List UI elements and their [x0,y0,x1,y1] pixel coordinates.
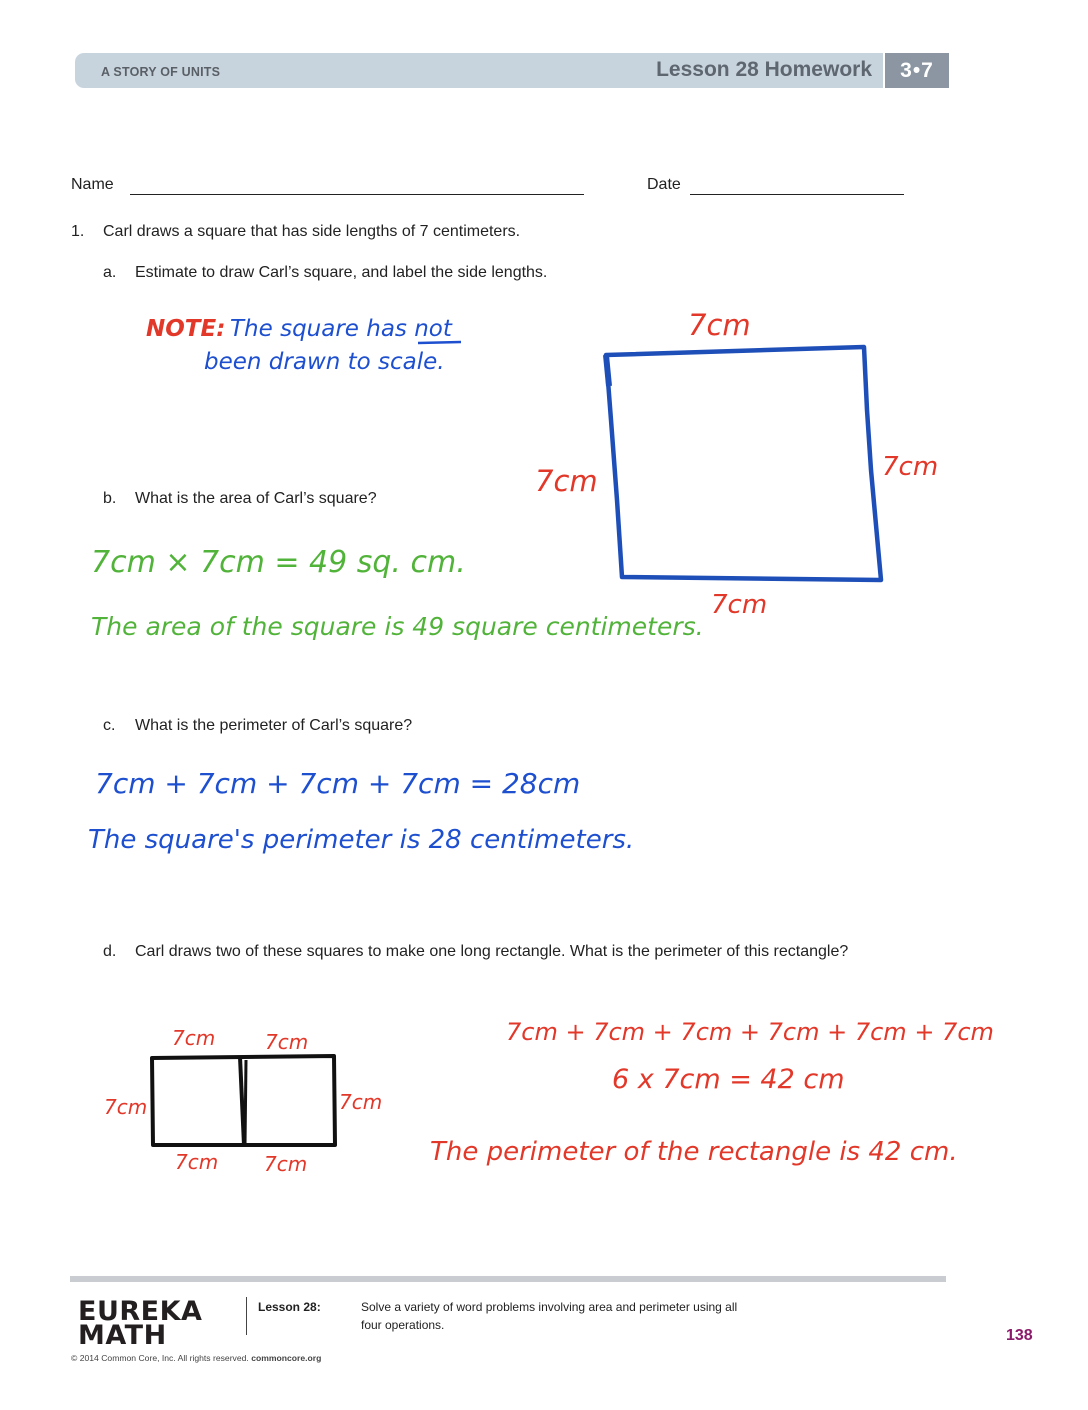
rect-right-label: 7cm [339,1090,383,1114]
footer-objective-line-2: four operations. [361,1318,445,1332]
rect-top-left-label: 7cm [172,1026,216,1050]
eureka-math-logo [78,1296,203,1351]
part-d-letter: d. [103,943,117,960]
part-d-prompt: Carl draws two of these squares to make one long rectangle. What is the perimeter of this rectangle? [135,943,849,960]
grade-module-badge: 3•7 [885,53,949,88]
lesson-title: Lesson 28 Homework [656,58,872,81]
perimeter-equation: 7cm + 7cm + 7cm + 7cm = 28cm [95,767,581,800]
question-prompt: Carl draws a square that has side lengths of 7 centimeters. [103,223,521,240]
two-square-rectangle [152,1056,335,1145]
part-c-prompt: What is the perimeter of Carl’s square? [135,717,413,734]
note-line-2: been drawn to scale. [204,349,445,375]
logo-line-2: MATH [78,1320,167,1351]
area-sentence: The area of the square is 49 square centimeters. [91,612,704,641]
question-number: 1. [71,223,85,240]
note-label: NOTE: [146,316,226,342]
footer-rule [70,1276,946,1282]
name-label: Name [71,176,114,193]
part-b-letter: b. [103,490,117,507]
square-bottom-label: 7cm [711,590,768,620]
copyright [71,1353,321,1363]
rect-sum-equation: 7cm + 7cm + 7cm + 7cm + 7cm + 7cm [506,1018,994,1046]
site-link[interactable]: commoncore.org [251,1353,322,1363]
footer-divider [246,1297,247,1335]
footer-lesson-label: Lesson 28: [258,1300,321,1314]
note-line-1: The square has not [230,316,452,342]
square-top-label: 7cm [688,308,751,342]
part-a-prompt: Estimate to draw Carl’s square, and label the side lengths. [135,264,548,281]
series-title: A STORY OF UNITS [101,65,221,79]
copyright-text: © 2014 Common Core, Inc. All rights reserved. [71,1353,249,1363]
rect-perimeter-sentence: The perimeter of the rectangle is 42 cm. [430,1137,958,1167]
red-underline [418,342,461,343]
area-equation: 7cm × 7cm = 49 sq. cm. [91,545,466,580]
rect-product-equation: 6 x 7cm = 42 cm [612,1064,845,1095]
logo-line-1: EUREKA [78,1296,203,1327]
rect-bottom-left-label: 7cm [175,1150,219,1174]
perimeter-sentence: The square's perimeter is 28 centimeters. [88,825,635,855]
rect-left-label: 7cm [104,1095,148,1119]
date-label: Date [647,176,681,193]
square-left-label: 7cm [535,464,598,498]
part-a-letter: a. [103,264,117,281]
carl-square [606,347,881,580]
square-right-label: 7cm [882,452,939,482]
rect-top-right-label: 7cm [265,1030,309,1054]
page-number: 138 [1006,1327,1033,1344]
footer-objective-line-1: Solve a variety of word problems involving area and perimeter using all [361,1300,738,1314]
part-b-prompt: What is the area of Carl’s square? [135,490,377,507]
rect-bottom-right-label: 7cm [264,1152,308,1176]
part-c-letter: c. [103,717,116,734]
